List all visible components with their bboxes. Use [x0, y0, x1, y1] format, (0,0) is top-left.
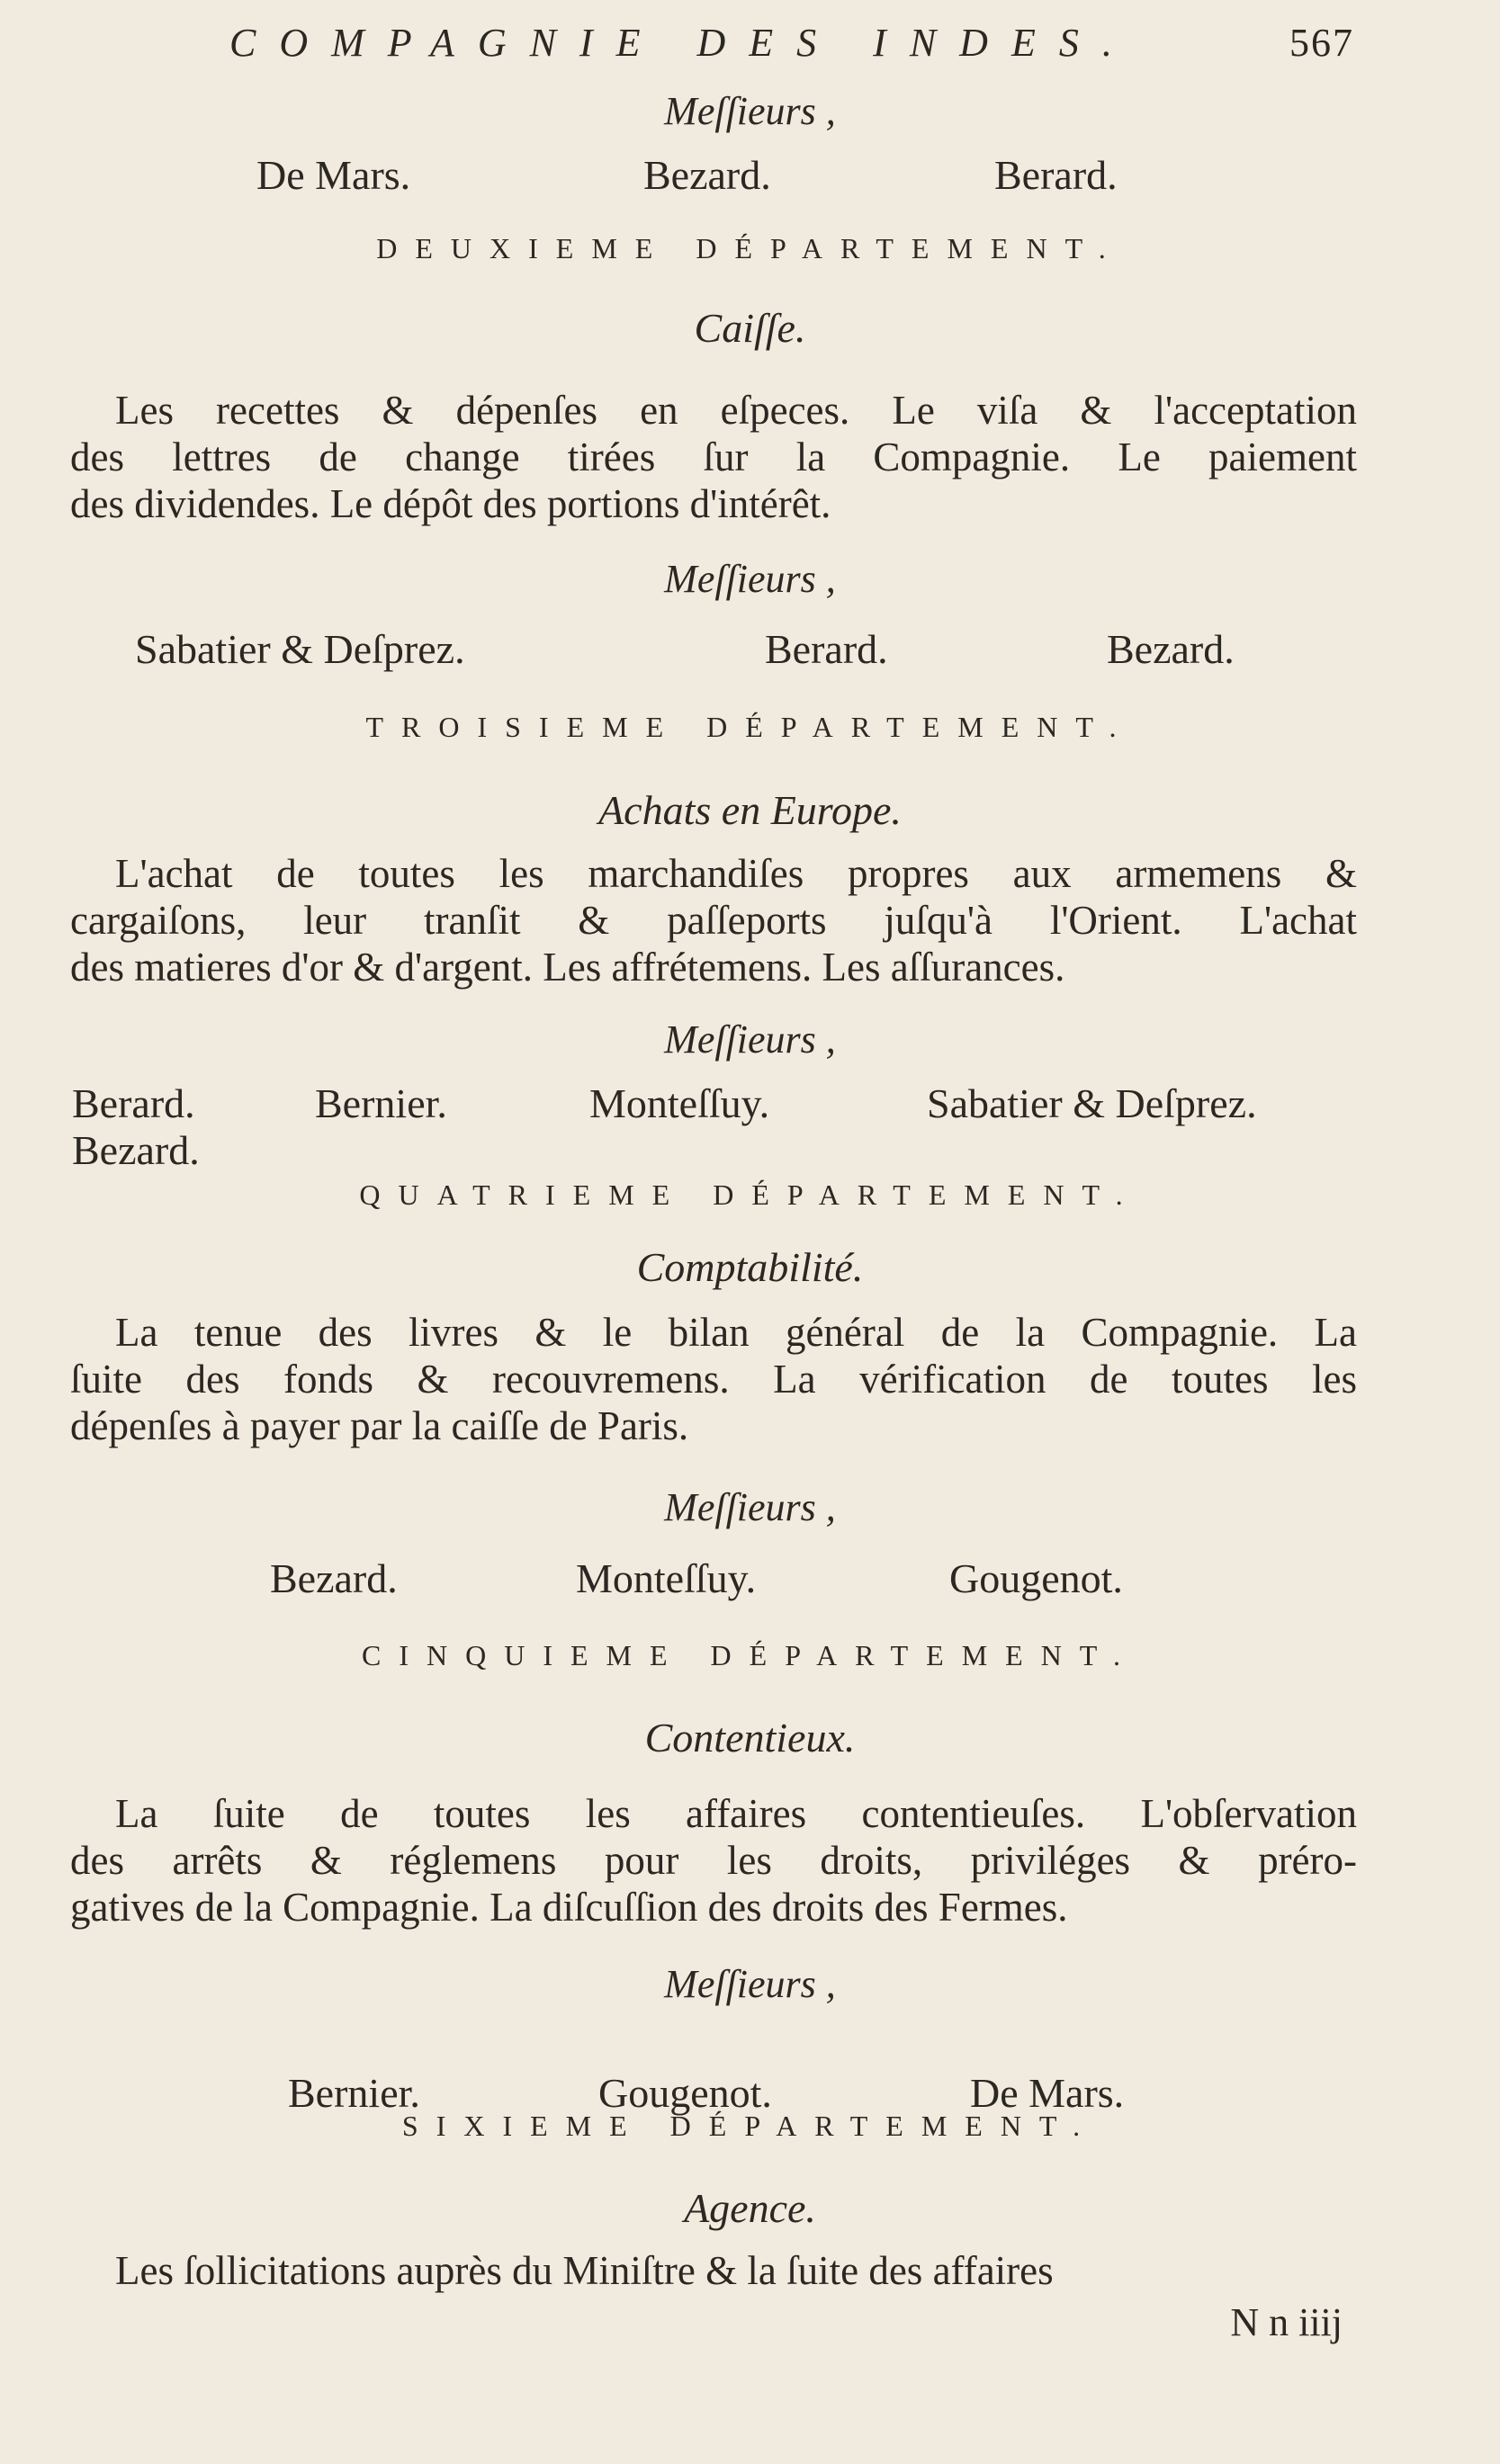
text-line: Les ſollicitations auprès du Miniſtre & la ſuite des affaires — [115, 2248, 1054, 2293]
name: Sabatier & Deſprez. — [135, 626, 465, 672]
name: Bezard. — [72, 1127, 200, 1173]
text-line: La ſuite de toutes les affaires contentieuſes. L'obſervation — [115, 1791, 1357, 1836]
name: Bezard. — [1107, 626, 1235, 672]
department-title: Achats en Europe. — [598, 787, 902, 833]
text-line: gatives de la Compagnie. La diſcuſſion des droits des Fermes. — [70, 1885, 1068, 1930]
name: Bezard. — [270, 1555, 398, 1601]
name: Bernier. — [315, 1080, 447, 1126]
name: Bezard. — [643, 152, 771, 198]
department-title: Contentieux. — [644, 1715, 856, 1761]
department-text — [70, 850, 1357, 990]
text-line: La tenue des livres & le bilan général de la Compagnie. La — [115, 1310, 1357, 1355]
name: Sabatier & Deſprez. — [927, 1080, 1257, 1126]
name: Bernier. — [288, 2070, 420, 2116]
department-title: Comptabilité. — [636, 1244, 864, 1290]
name: Monteſſuy. — [576, 1555, 757, 1601]
name: De Mars. — [256, 152, 411, 198]
department-text — [70, 1309, 1357, 1449]
text-line: ſuite des fonds & recouvremens. La vérification de toutes les — [70, 1357, 1357, 1402]
department-heading: TROISIEME DÉPARTEMENT. — [365, 711, 1135, 743]
running-head — [229, 20, 1354, 77]
messieurs-label: Meſſieurs , — [664, 557, 836, 601]
department-text — [70, 2247, 1357, 2294]
text-line: L'achat de toutes les marchandiſes propres aux armemens & — [115, 851, 1357, 896]
signature-mark: N n iiij — [1230, 2300, 1343, 2344]
text-line: cargaiſons, leur tranſit & paſſeports juſqu'à l'Orient. L'achat — [70, 898, 1357, 943]
running-title: COMPAGNIE DES INDES. — [229, 21, 1136, 65]
department-text — [70, 387, 1357, 527]
text-line: Les recettes & dépenſes en eſpeces. Le viſa & l'acceptation — [115, 388, 1357, 433]
messieurs-label: Meſſieurs , — [664, 1485, 836, 1529]
text-line: des arrêts & réglemens pour les droits, priviléges & préro- — [70, 1838, 1357, 1883]
text-line: des dividendes. Le dépôt des portions d'intérêt. — [70, 481, 831, 526]
name: De Mars. — [970, 2070, 1125, 2116]
department-text — [70, 1790, 1357, 1931]
text-line: des lettres de change tirées ſur la Compagnie. Le paiement — [70, 435, 1357, 479]
department-heading: QUATRIEME DÉPARTEMENT. — [359, 1178, 1141, 1211]
name: Berard. — [765, 626, 888, 672]
department-title: Caiſſe. — [694, 305, 806, 351]
text-line: des matieres d'or & d'argent. Les affrétemens. Les aſſurances. — [70, 945, 1065, 990]
messieurs-label: Meſſieurs , — [664, 89, 836, 133]
name: Berard. — [72, 1080, 195, 1126]
department-heading: SIXIEME DÉPARTEMENT. — [401, 2110, 1099, 2142]
name: Berard. — [994, 152, 1118, 198]
name: Gougenot. — [598, 2070, 772, 2116]
department-title: Agence. — [684, 2185, 816, 2231]
messieurs-label: Meſſieurs , — [664, 1962, 836, 2006]
name: Monteſſuy. — [589, 1080, 770, 1126]
department-heading: DEUXIEME DÉPARTEMENT. — [376, 232, 1124, 264]
messieurs-label: Meſſieurs , — [664, 1017, 836, 1062]
name: Gougenot. — [949, 1555, 1123, 1601]
page-number: 567 — [1289, 21, 1354, 65]
department-heading: CINQUIEME DÉPARTEMENT. — [362, 1639, 1138, 1671]
text-line: dépenſes à payer par la caiſſe de Paris. — [70, 1403, 689, 1448]
